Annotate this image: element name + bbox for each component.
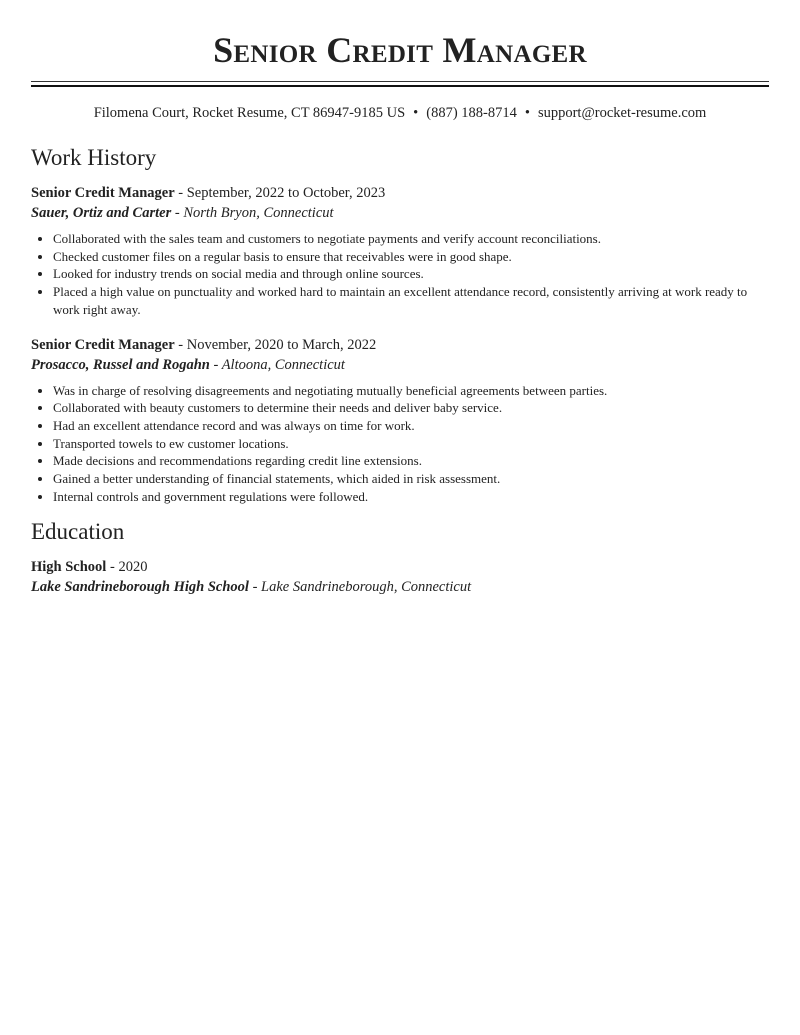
degree: High School bbox=[31, 559, 107, 576]
school-name: Lake Sandrineborough High School bbox=[31, 579, 249, 596]
list-item: • Placed a high value on punctuality and worked hard to maintain an excellent attendance record, consistently arriving at work ready to work right away. bbox=[53, 283, 769, 318]
job-bullets bbox=[31, 230, 769, 319]
bullet-separator: • bbox=[413, 105, 419, 121]
school-location: Lake Sandrineborough, Connecticut bbox=[261, 579, 472, 596]
contact-address: Filomena Court, Rocket Resume, CT 86947-9185 US bbox=[93, 105, 406, 121]
job-entry bbox=[31, 335, 769, 506]
job-title: Senior Credit Manager bbox=[31, 336, 175, 353]
company-location: Altoona, Connecticut bbox=[221, 356, 345, 373]
bullet-separator: • bbox=[524, 105, 530, 121]
page-title: Senior Credit Manager bbox=[213, 30, 587, 70]
job-title: Senior Credit Manager bbox=[31, 185, 175, 201]
header-divider-thin bbox=[31, 81, 769, 82]
section-heading-education: Education bbox=[31, 519, 125, 545]
graduation-year: 2020 bbox=[118, 559, 148, 576]
job-dates: September, 2022 to October, 2023 bbox=[186, 185, 386, 201]
job-title-line: Senior Credit Manager - November, 2020 to March, 2022 bbox=[31, 336, 377, 353]
work-history-section bbox=[31, 144, 769, 505]
education-section bbox=[31, 518, 769, 597]
contact-email: support@rocket-resume.com bbox=[537, 105, 707, 121]
contact-phone: (887) 188-8714 bbox=[426, 105, 517, 121]
list-item: • Had an excellent attendance record and was always on time for work. bbox=[53, 417, 769, 435]
list-item: • Gained a better understanding of financial statements, which aided in risk assessment. bbox=[53, 470, 769, 488]
list-item: • Internal controls and government regulations were followed. bbox=[53, 488, 769, 506]
contact-line bbox=[31, 104, 769, 122]
company-line: Prosacco, Russel and Rogahn - Altoona, Connecticut bbox=[31, 356, 345, 373]
header-divider-thick bbox=[31, 85, 769, 87]
company-name: Sauer, Ortiz and Carter bbox=[31, 205, 172, 221]
job-bullets bbox=[31, 382, 769, 506]
list-item: • Transported towels to ew customer locations. bbox=[53, 435, 769, 453]
company-name: Prosacco, Russel and Rogahn bbox=[31, 356, 210, 373]
company-line: Sauer, Ortiz and Carter - North Bryon, Connecticut bbox=[31, 205, 334, 221]
list-item: • Collaborated with beauty customers to determine their needs and deliver baby service. bbox=[53, 399, 769, 417]
job-entry bbox=[31, 183, 769, 319]
job-title-line: Senior Credit Manager - September, 2022 to October, 2023 bbox=[31, 185, 386, 201]
list-item: • Checked customer files on a regular basis to ensure that receivables were in good shape. bbox=[53, 248, 769, 266]
degree-line: High School - 2020 bbox=[31, 559, 148, 576]
company-location: North Bryon, Connecticut bbox=[183, 205, 334, 221]
section-heading-work-history: Work History bbox=[31, 145, 157, 170]
list-item: • Collaborated with the sales team and customers to negotiate payments and verify account reconciliations. bbox=[53, 230, 769, 248]
job-dates: November, 2020 to March, 2022 bbox=[186, 336, 377, 353]
list-item: • Made decisions and recommendations regarding credit line extensions. bbox=[53, 452, 769, 470]
list-item: • Was in charge of resolving disagreements and negotiating mutually beneficial agreements between parties. bbox=[53, 382, 769, 400]
school-line: Lake Sandrineborough High School - Lake Sandrineborough, Connecticut bbox=[31, 579, 472, 596]
list-item: • Looked for industry trends on social media and through online sources. bbox=[53, 265, 769, 283]
education-entry bbox=[31, 557, 769, 597]
